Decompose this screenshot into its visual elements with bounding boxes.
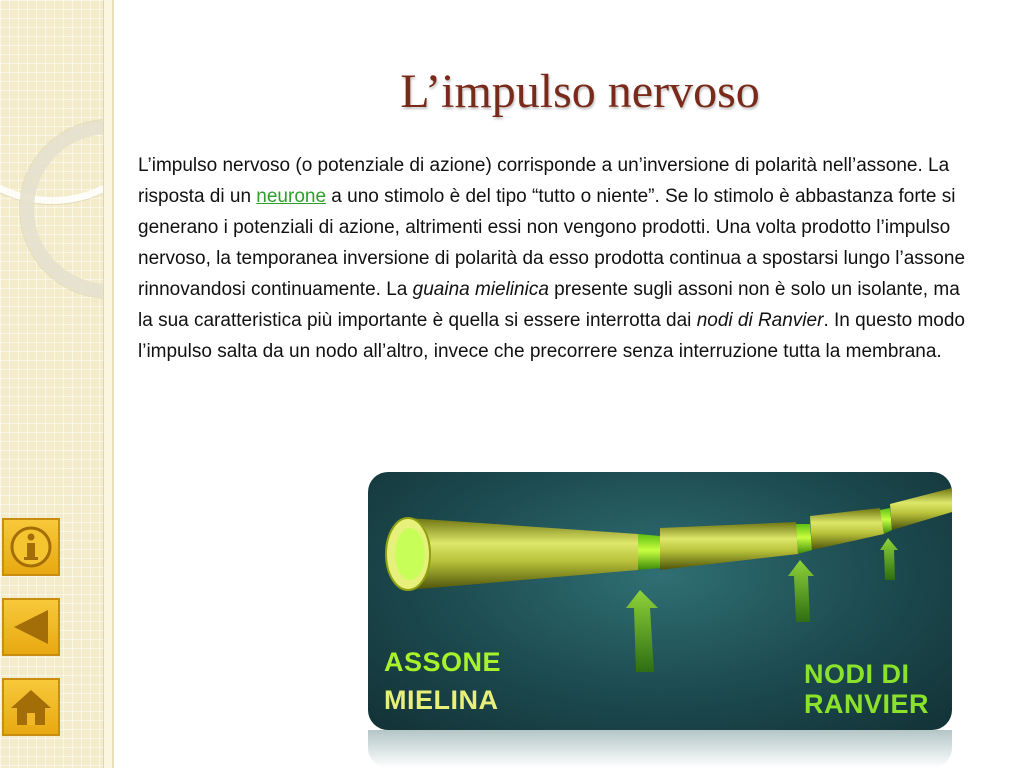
emphasis-nodi: nodi di Ranvier <box>696 310 824 331</box>
slide-title: L’impulso nervoso <box>400 65 760 118</box>
back-button[interactable] <box>2 598 60 656</box>
home-button[interactable] <box>2 678 60 736</box>
axon-illustration <box>368 472 952 730</box>
myelin-segment <box>408 518 638 590</box>
info-icon <box>8 524 54 570</box>
myelin-segment <box>810 508 884 550</box>
figure-reflection <box>368 730 952 768</box>
body-text-segment: presente sugli assoni non è solo un isolante, ma la sua caratteristica più importante è quella si essere interrotta dai <box>138 279 960 331</box>
myelin-segment <box>660 522 798 570</box>
ranvier-node <box>638 534 660 570</box>
impulse-arrow <box>880 538 898 580</box>
ranvier-node <box>796 524 812 554</box>
home-icon <box>8 684 54 730</box>
label-nodi-line2: RANVIER <box>804 689 930 719</box>
label-nodi-line1: NODI DI <box>804 659 910 689</box>
info-button[interactable] <box>2 518 60 576</box>
sidebar-stripe <box>103 0 112 768</box>
body-text-segment: L’impulso nervoso (o potenziale di azione) corrisponde a un’inversione di polarità nell’assone. La risposta di un <box>138 155 950 207</box>
myelin-segment <box>890 488 952 530</box>
label-mielina: MIELINA <box>384 685 499 715</box>
emphasis-guaina: guaina mielinica <box>412 279 549 300</box>
impulse-arrow <box>626 590 658 672</box>
body-text-segment: . In questo modo l’impulso salta da un nodo all’altro, invece che precorrere senza interruzione tutta la membrana. <box>138 310 965 362</box>
neurone-link[interactable]: neurone <box>256 186 327 207</box>
back-arrow-icon <box>8 604 54 650</box>
body-paragraph <box>138 150 978 367</box>
axon-core <box>395 528 425 580</box>
body-text-segment: a uno stimolo è del tipo “tutto o niente”. Se lo stimolo è abbastanza forte si generano i potenziali di azione, altrimenti essi non vengono prodotti. Una volta prodotto l’impulso nervoso, la temporanea inversione di polarità da esso prodotta continua a spostarsi lungo l’assone rinnovandosi continuamente. La <box>138 186 966 300</box>
label-assone: ASSONE <box>384 647 502 677</box>
impulse-arrow <box>788 560 814 622</box>
label-nodi-di-ranvier <box>804 659 929 719</box>
